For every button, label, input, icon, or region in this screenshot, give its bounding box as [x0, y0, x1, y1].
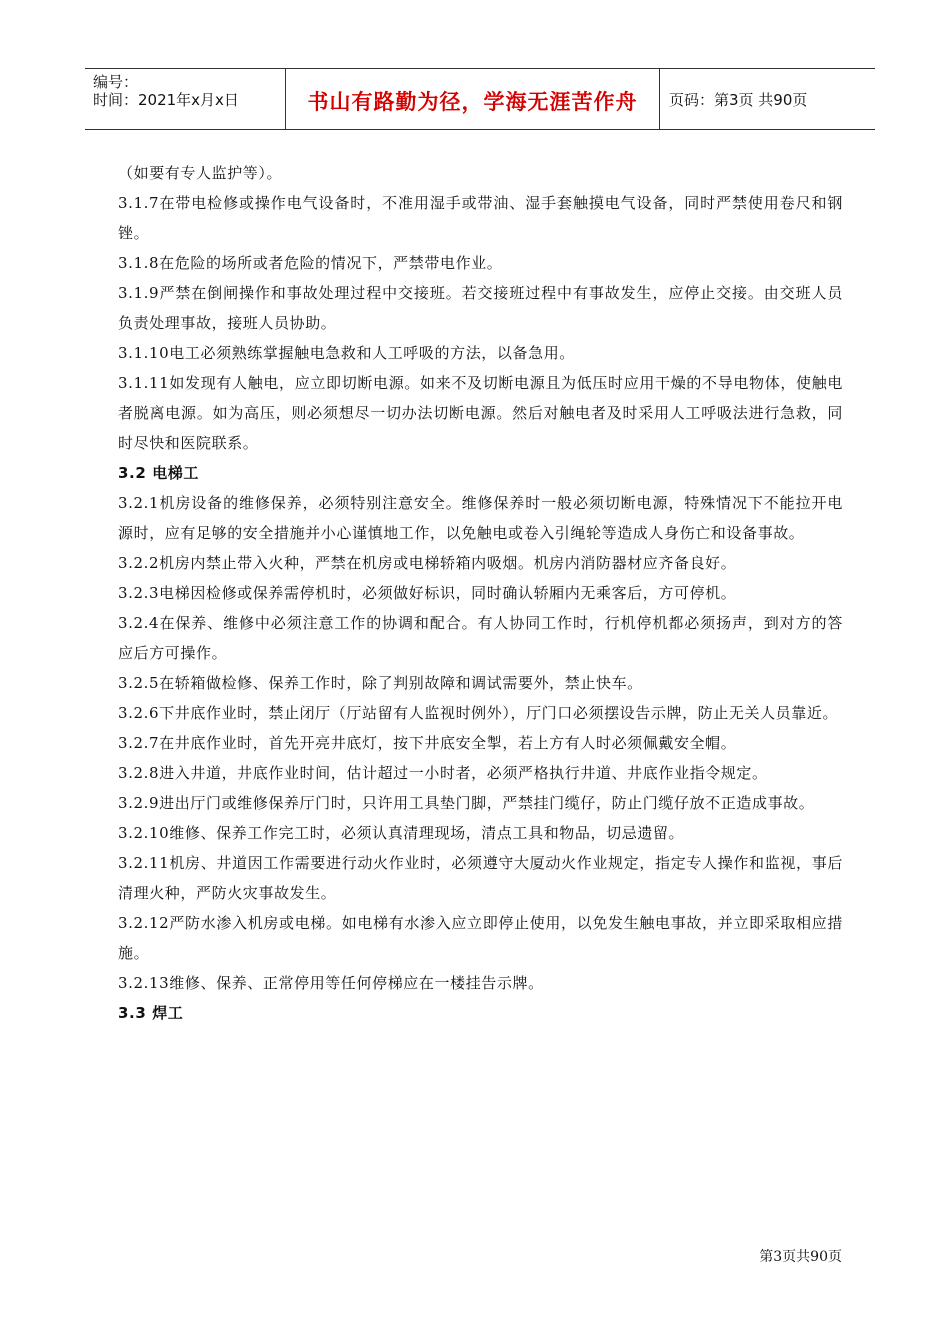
paragraph: （如要有专人监护等）。 — [118, 164, 283, 182]
section-heading: 3.2 电梯工 — [118, 464, 199, 482]
paragraph: 3.2.11机房、井道因工作需要进行动火作业时，必须遵守大厦动火作业规定，指定专人操作和监视，事后清理火种，严防火灾事故发生。 — [118, 854, 843, 902]
document-number-label: 编号： — [93, 73, 139, 91]
header-page-number: 页码：第3页 共90页 — [669, 91, 808, 109]
paragraph: 3.2.7在井底作业时，首先开亮井底灯，按下井底安全掣，若上方有人时必须佩戴安全帽。 — [118, 734, 737, 752]
header-motto: 书山有路勤为径，学海无涯苦作舟 — [307, 90, 638, 114]
paragraph: 3.1.8在危险的场所或者危险的情况下，严禁带电作业。 — [118, 254, 503, 272]
paragraph: 3.2.6下井底作业时，禁止闭厅（厅站留有人监视时例外），厅门口必须摆设告示牌，防止无关人员靠近。 — [118, 704, 839, 722]
paragraph: 3.2.2机房内禁止带入火种，严禁在机房或电梯轿箱内吸烟。机房内消防器材应齐备良好。 — [118, 554, 737, 572]
paragraph: 3.2.10维修、保养工作完工时，必须认真清理现场，清点工具和物品，切忌遗留。 — [118, 824, 685, 842]
paragraph: 3.2.8进入井道，井底作业时间，估计超过一小时者，必须严格执行井道、井底作业指令规定。 — [118, 764, 768, 782]
footer-page-number: 第3页共90页 — [759, 1249, 842, 1265]
paragraph: 3.2.13维修、保养、正常停用等任何停梯应在一楼挂告示牌。 — [118, 974, 544, 992]
paragraph: 3.2.9进出厅门或维修保养厅门时，只许用工具垫门脚，严禁挂门缆仔，防止门缆仔放不正造成事故。 — [118, 794, 815, 812]
paragraph: 3.1.7在带电检修或操作电气设备时，不准用湿手或带油、湿手套触摸电气设备，同时严禁使用卷尺和钢锉。 — [118, 194, 843, 242]
header-page-cell — [660, 69, 875, 129]
paragraph: 3.2.12严防水渗入机房或电梯。如电梯有水渗入应立即停止使用，以免发生触电事故，并立即采取相应措施。 — [118, 914, 843, 962]
document-body — [118, 158, 843, 1028]
document-date-label: 时间：2021年x月x日 — [93, 91, 239, 109]
header-motto-cell — [286, 69, 660, 129]
paragraph: 3.2.4在保养、维修中必须注意工作的协调和配合。有人协同工作时，行机停机都必须扬声，到对方的答应后方可操作。 — [118, 614, 843, 662]
paragraph: 3.2.1机房设备的维修保养，必须特别注意安全。维修保养时一般必须切断电源，特殊情况下不能拉开电源时，应有足够的安全措施并小心谨慎地工作，以免触电或卷入引绳轮等造成人身伤亡和设备事故。 — [118, 494, 843, 542]
paragraph: 3.1.11如发现有人触电，应立即切断电源。如来不及切断电源且为低压时应用干燥的不导电物体，使触电者脱离电源。如为高压，则必须想尽一切办法切断电源。然后对触电者及时采用人工呼吸法进行急救，同时尽快和医院联系。 — [118, 374, 843, 452]
page-header — [85, 68, 875, 130]
paragraph: 3.1.10电工必须熟练掌握触电急救和人工呼吸的方法，以备急用。 — [118, 344, 575, 362]
paragraph: 3.2.5在轿箱做检修、保养工作时，除了判别故障和调试需要外，禁止快车。 — [118, 674, 643, 692]
paragraph: 3.1.9严禁在倒闸操作和事故处理过程中交接班。若交接班过程中有事故发生，应停止交接。由交班人员负责处理事故，接班人员协助。 — [118, 284, 843, 332]
section-heading: 3.3 焊工 — [118, 1004, 184, 1022]
paragraph: 3.2.3电梯因检修或保养需停机时，必须做好标识，同时确认轿厢内无乘客后，方可停机。 — [118, 584, 737, 602]
header-meta-cell — [85, 69, 286, 129]
